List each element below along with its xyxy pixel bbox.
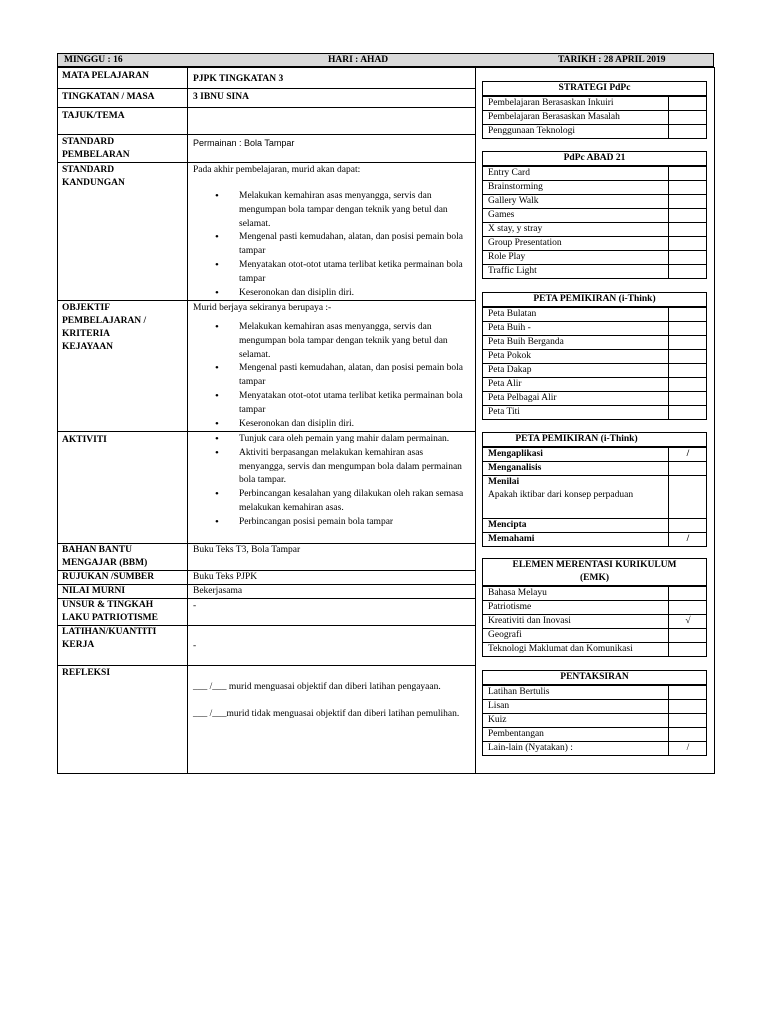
emk-box (482, 558, 707, 657)
emk-row-mark: √ (685, 616, 691, 626)
list-item: • Keseronokan dan disiplin diri. (193, 418, 469, 432)
list-item: • Mengenal pasti kemudahan, alatan, dan posisi pemain bola tampar (193, 362, 469, 390)
list-item: • Melakukan kemahiran asas menyangga, servis dan mengumpan bola tampar dengan teknik yang betul dan selamat. (193, 190, 469, 231)
row-separator (57, 665, 475, 666)
emk-title: ELEMEN MERENTASI KURIKULUM (EMK) (483, 559, 706, 586)
thinking-map-row-label: Peta Titi (483, 406, 669, 419)
row-separator (57, 107, 475, 108)
thinking-map-box (482, 292, 707, 420)
patriotism-label (62, 599, 158, 625)
form-value: 3 IBNU SINA (193, 92, 249, 102)
strategy-title: STRATEGI PdPc (483, 82, 706, 96)
emk-row (483, 600, 706, 614)
learning-standard-value: Permainan : Bola Tampar (193, 138, 295, 148)
strategy-row-label: Pembelajaran Berasaskan Inkuiri (483, 97, 669, 110)
thinking-map-row (483, 321, 706, 335)
activity-list (193, 433, 469, 530)
strategy-box (482, 81, 707, 139)
century21-title: PdPc ABAD 21 (483, 152, 706, 166)
century21-box (482, 151, 707, 279)
thinking-level-row (483, 475, 706, 518)
thinking-level-row (483, 461, 706, 475)
thinking-map-row (483, 377, 706, 391)
teaching-aid-label (62, 544, 147, 570)
thinking-map-row (483, 391, 706, 405)
emk-row (483, 586, 706, 600)
century21-row-label: Entry Card (483, 167, 669, 180)
emk-row (483, 642, 706, 656)
thinking-level-mark: / (686, 449, 690, 459)
emk-row-label: Kreativiti dan Inovasi (483, 615, 669, 628)
thinking-level-title: PETA PEMIKIRAN (i-Think) (483, 433, 706, 447)
thinking-map-row-label: Peta Dakap (483, 364, 669, 377)
reference-value: Buku Teks PJPK (193, 572, 258, 582)
subject-value: PJPK TINGKATAN 3 (193, 74, 284, 84)
thinking-map-row-label: Peta Pelbagai Alir (483, 392, 669, 405)
thinking-level-row (483, 518, 706, 532)
century21-row (483, 236, 706, 250)
thinking-map-row (483, 363, 706, 377)
teaching-aid-label-line1: BAHAN BANTU (62, 545, 132, 555)
century21-row (483, 264, 706, 278)
topic-label: TAJUK/TEMA (62, 111, 125, 121)
century21-row-label: Traffic Light (483, 265, 669, 278)
row-separator (57, 88, 475, 89)
thinking-level-label: Memahami (483, 533, 669, 546)
row-separator (57, 162, 475, 163)
list-item: • Perbincangan posisi pemain bola tampar (193, 516, 469, 530)
reference-label: RUJUKAN /SUMBER (62, 572, 155, 582)
assessment-row (483, 685, 706, 699)
thinking-map-row-label: Peta Pokok (483, 350, 669, 363)
thinking-level-row (483, 447, 706, 461)
century21-row (483, 250, 706, 264)
objective-intro: Murid berjaya sekiranya berupaya :- (193, 303, 332, 313)
learning-standard-label (62, 136, 130, 162)
exercise-label (62, 626, 156, 652)
list-item: • Perbincangan kesalahan yang dilakukan oleh rakan semasa melakukan kemahiran asas. (193, 488, 469, 516)
learning-standard-label-line1: STANDARD (62, 137, 115, 147)
assessment-box (482, 670, 707, 756)
assessment-row (483, 699, 706, 713)
list-item: • Melakukan kemahiran asas menyangga, servis dan mengumpan bola tampar dengan teknik yang betul dan selamat. (193, 321, 469, 362)
row-separator (57, 134, 475, 135)
thinking-level-row (483, 532, 706, 546)
patriotism-label-line1: UNSUR & TINGKAH (62, 600, 154, 610)
header-bar (57, 53, 714, 67)
list-item: • Aktiviti berpasangan melakukan kemahiran asas menyangga, servis dan mengumpan bola dalam permainan bola tampar. (193, 447, 469, 488)
emk-row (483, 614, 706, 628)
form-label: TINGKATAN / MASA (62, 92, 155, 102)
thinking-map-row-label: Peta Bulatan (483, 308, 669, 321)
objective-list (193, 321, 469, 431)
list-item: • Menyatakan otot-otot utama terlibat ketika permainan bola tampar (193, 259, 469, 287)
century21-row (483, 180, 706, 194)
strategy-row-label: Penggunaan Teknologi (483, 125, 669, 138)
right-panel-divider (475, 67, 476, 774)
assessment-row-label: Lain-lain (Nyatakan) : (483, 742, 669, 755)
strategy-row-label: Pembelajaran Berasaskan Masalah (483, 111, 669, 124)
century21-row (483, 208, 706, 222)
exercise-value: - (193, 641, 197, 651)
date-label: TARIKH : 28 APRIL 2019 (558, 55, 666, 65)
week-label: MINGGU : 16 (64, 55, 123, 65)
thinking-map-row-label: Peta Buih - (483, 322, 669, 335)
teaching-aid-value: Buku Teks T3, Bola Tampar (193, 545, 301, 555)
list-item: • Mengenal pasti kemudahan, alatan, dan posisi pemain bola tampar (193, 231, 469, 259)
strategy-row (483, 110, 706, 124)
label-column-divider (187, 67, 188, 774)
content-standard-list (193, 190, 469, 300)
list-item: • Keseronokan dan disiplin diri. (193, 287, 469, 301)
thinking-map-row (483, 335, 706, 349)
day-label: HARI : AHAD (328, 55, 389, 65)
assessment-row (483, 741, 706, 755)
thinking-level-label: Mencipta (483, 519, 669, 532)
century21-row-label: Gallery Walk (483, 195, 669, 208)
content-standard-label-line1: STANDARD (62, 165, 115, 175)
century21-row (483, 166, 706, 180)
list-item: • Tunjuk cara oleh pemain yang mahir dalam permainan. (193, 433, 469, 447)
list-item: • Menyatakan otot-otot utama terlibat ketika permainan bola tampar (193, 390, 469, 418)
content-standard-intro: Pada akhir pembelajaran, murid akan dapat: (193, 165, 361, 175)
strategy-row (483, 124, 706, 138)
thinking-level-mark: / (686, 534, 690, 544)
reflection-label: REFLEKSI (62, 668, 111, 678)
assessment-row-label: Pembentangan (483, 728, 669, 741)
exercise-label-line1: LATIHAN/KUANTITI (62, 627, 157, 637)
thinking-map-row (483, 405, 706, 419)
century21-row (483, 222, 706, 236)
century21-row-label: Brainstorming (483, 181, 669, 194)
thinking-level-evaluate-cell (483, 476, 669, 518)
assessment-row (483, 713, 706, 727)
values-value: Bekerjasama (193, 586, 243, 596)
reflection-line-2: ___ /___murid tidak menguasai objektif dan diberi latihan pemulihan. (193, 709, 460, 719)
thinking-map-row-label: Peta Buih Berganda (483, 336, 669, 349)
thinking-level-label: Menilai (488, 477, 520, 487)
thinking-map-row (483, 307, 706, 321)
objective-label (62, 302, 146, 354)
thinking-map-row (483, 349, 706, 363)
thinking-level-label: Menganalisis (483, 462, 669, 475)
patriotism-label-line2: LAKU PATRIOTISME (62, 613, 158, 623)
objective-label-line2: PEMBELAJARAN / (62, 316, 147, 326)
assessment-row-mark: / (686, 743, 690, 753)
values-label: NILAI MURNI (62, 586, 126, 596)
century21-row-label: X stay, y stray (483, 223, 669, 236)
subject-label: MATA PELAJARAN (62, 71, 149, 81)
reflection-line-1: ___ /___ murid menguasai objektif dan diberi latihan pengayaan. (193, 682, 441, 692)
assessment-row-label: Kuiz (483, 714, 669, 727)
emk-row-label: Bahasa Melayu (483, 587, 669, 600)
emk-row-label: Geografi (483, 629, 669, 642)
strategy-row (483, 96, 706, 110)
century21-row-label: Games (483, 209, 669, 222)
exercise-label-line2: KERJA (62, 640, 95, 650)
teaching-aid-label-line2: MENGAJAR (BBM) (62, 558, 148, 568)
objective-label-line1: OBJEKTIF (62, 303, 111, 313)
thinking-level-label: Mengaplikasi (483, 448, 669, 461)
objective-label-line3: KRITERIA (62, 329, 111, 339)
emk-row-label: Teknologi Maklumat dan Komunikasi (483, 643, 669, 656)
content-standard-label (62, 164, 125, 190)
emk-row-label: Patriotisme (483, 601, 669, 614)
objective-label-line4: KEJAYAAN (62, 342, 114, 352)
thinking-map-title: PETA PEMIKIRAN (i-Think) (483, 293, 706, 307)
century21-row (483, 194, 706, 208)
assessment-row-label: Latihan Bertulis (483, 686, 669, 699)
assessment-row-label: Lisan (483, 700, 669, 713)
emk-row (483, 628, 706, 642)
activity-label: AKTIVITI (62, 435, 107, 445)
learning-standard-label-line2: PEMBELARAN (62, 150, 130, 160)
assessment-row (483, 727, 706, 741)
patriotism-value: - (193, 601, 197, 611)
assessment-title: PENTAKSIRAN (483, 671, 706, 685)
thinking-map-row-label: Peta Alir (483, 378, 669, 391)
century21-row-label: Role Play (483, 251, 669, 264)
content-standard-label-line2: KANDUNGAN (62, 178, 125, 188)
thinking-level-note: Apakah iktibar dari konsep perpaduan (488, 490, 634, 500)
century21-row-label: Group Presentation (483, 237, 669, 250)
thinking-level-box (482, 432, 707, 547)
